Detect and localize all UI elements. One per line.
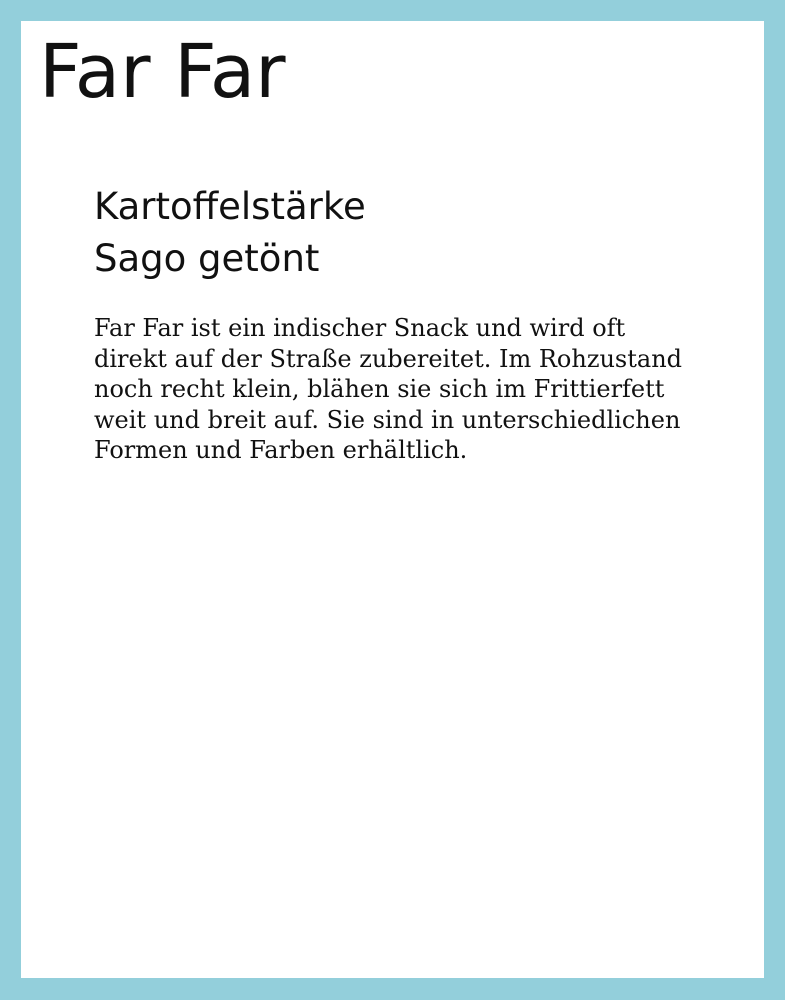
ingredient-line: Kartoffelstärke	[94, 185, 366, 228]
description-line: noch recht klein, blähen sie sich im Frittierfett	[94, 375, 665, 403]
description-line: Far Far ist ein indischer Snack und wird oft	[94, 314, 626, 342]
description-line: weit und breit auf. Sie sind in unterschiedlichen	[94, 405, 681, 434]
description-line: direkt auf der Straße zubereitet. Im Rohzustand	[94, 344, 683, 373]
description-paragraph	[94, 313, 704, 466]
page-title: Far Far	[39, 29, 286, 115]
ingredients-heading	[94, 181, 366, 285]
ingredient-line: Sago getönt	[94, 237, 320, 280]
description-line: Formen und Farben erhältlich.	[94, 436, 468, 464]
